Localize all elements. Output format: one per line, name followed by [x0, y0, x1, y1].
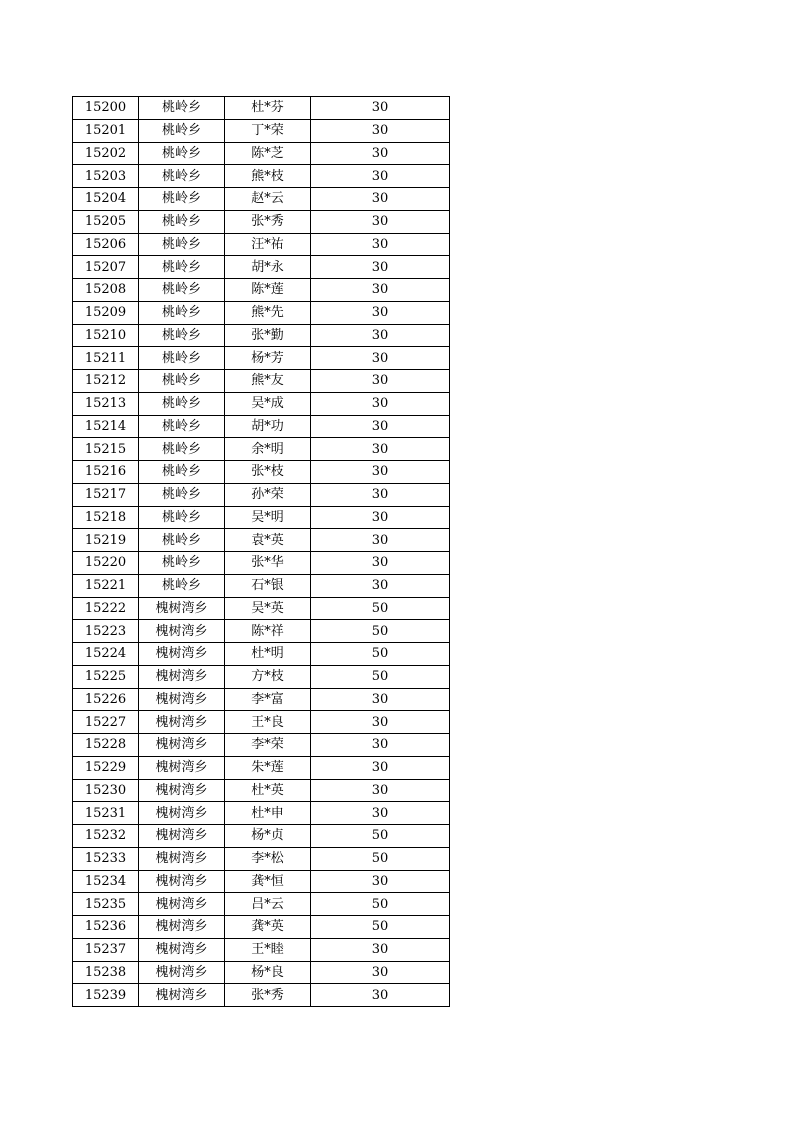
- table-row: [73, 916, 450, 939]
- table-row: [73, 415, 450, 438]
- row-id-cell: 15211: [73, 347, 139, 370]
- amount-cell: 50: [311, 643, 450, 666]
- township-cell: 槐树湾乡: [139, 756, 225, 779]
- amount-cell: 50: [311, 916, 450, 939]
- row-id-cell: 15205: [73, 210, 139, 233]
- township-cell: 槐树湾乡: [139, 597, 225, 620]
- row-id-cell: 15210: [73, 324, 139, 347]
- township-cell: 槐树湾乡: [139, 870, 225, 893]
- table-body: [73, 97, 450, 1007]
- name-cell: 吴*明: [225, 506, 311, 529]
- name-cell: 朱*莲: [225, 756, 311, 779]
- row-id-cell: 15230: [73, 779, 139, 802]
- row-id-cell: 15226: [73, 688, 139, 711]
- row-id-cell: 15217: [73, 483, 139, 506]
- amount-cell: 30: [311, 438, 450, 461]
- township-cell: 桃岭乡: [139, 483, 225, 506]
- table-row: [73, 483, 450, 506]
- name-cell: 赵*云: [225, 188, 311, 211]
- amount-cell: 30: [311, 734, 450, 757]
- row-id-cell: 15237: [73, 938, 139, 961]
- name-cell: 孙*荣: [225, 483, 311, 506]
- amount-cell: 30: [311, 938, 450, 961]
- table-row: [73, 347, 450, 370]
- row-id-cell: 15233: [73, 847, 139, 870]
- amount-cell: 30: [311, 461, 450, 484]
- amount-cell: 30: [311, 324, 450, 347]
- table-row: [73, 620, 450, 643]
- table-row: [73, 574, 450, 597]
- row-id-cell: 15204: [73, 188, 139, 211]
- township-cell: 槐树湾乡: [139, 802, 225, 825]
- name-cell: 熊*先: [225, 301, 311, 324]
- row-id-cell: 15200: [73, 97, 139, 120]
- amount-cell: 50: [311, 893, 450, 916]
- table-row: [73, 688, 450, 711]
- table-row: [73, 97, 450, 120]
- name-cell: 胡*永: [225, 256, 311, 279]
- table-row: [73, 256, 450, 279]
- table-row: [73, 984, 450, 1007]
- table-row: [73, 324, 450, 347]
- township-cell: 槐树湾乡: [139, 825, 225, 848]
- name-cell: 吴*英: [225, 597, 311, 620]
- name-cell: 李*富: [225, 688, 311, 711]
- row-id-cell: 15215: [73, 438, 139, 461]
- township-cell: 桃岭乡: [139, 279, 225, 302]
- row-id-cell: 15219: [73, 529, 139, 552]
- township-cell: 槐树湾乡: [139, 847, 225, 870]
- amount-cell: 30: [311, 347, 450, 370]
- township-cell: 桃岭乡: [139, 438, 225, 461]
- township-cell: 桃岭乡: [139, 461, 225, 484]
- township-cell: 桃岭乡: [139, 97, 225, 120]
- amount-cell: 30: [311, 301, 450, 324]
- row-id-cell: 15223: [73, 620, 139, 643]
- township-cell: 桃岭乡: [139, 347, 225, 370]
- amount-cell: 30: [311, 688, 450, 711]
- row-id-cell: 15232: [73, 825, 139, 848]
- name-cell: 熊*枝: [225, 165, 311, 188]
- table-row: [73, 370, 450, 393]
- name-cell: 陈*芝: [225, 142, 311, 165]
- township-cell: 槐树湾乡: [139, 665, 225, 688]
- name-cell: 杜*申: [225, 802, 311, 825]
- name-cell: 陈*莲: [225, 279, 311, 302]
- amount-cell: 30: [311, 392, 450, 415]
- amount-cell: 30: [311, 984, 450, 1007]
- township-cell: 槐树湾乡: [139, 984, 225, 1007]
- row-id-cell: 15201: [73, 119, 139, 142]
- name-cell: 龚*英: [225, 916, 311, 939]
- row-id-cell: 15209: [73, 301, 139, 324]
- table-row: [73, 643, 450, 666]
- name-cell: 张*秀: [225, 984, 311, 1007]
- township-cell: 桃岭乡: [139, 392, 225, 415]
- amount-cell: 50: [311, 620, 450, 643]
- amount-cell: 30: [311, 233, 450, 256]
- township-cell: 桃岭乡: [139, 165, 225, 188]
- row-id-cell: 15236: [73, 916, 139, 939]
- township-cell: 桃岭乡: [139, 256, 225, 279]
- table-row: [73, 552, 450, 575]
- township-cell: 槐树湾乡: [139, 711, 225, 734]
- row-id-cell: 15235: [73, 893, 139, 916]
- table-row: [73, 711, 450, 734]
- row-id-cell: 15218: [73, 506, 139, 529]
- table-row: [73, 461, 450, 484]
- amount-cell: 30: [311, 483, 450, 506]
- row-id-cell: 15234: [73, 870, 139, 893]
- table-row: [73, 756, 450, 779]
- row-id-cell: 15238: [73, 961, 139, 984]
- township-cell: 桃岭乡: [139, 574, 225, 597]
- table-row: [73, 392, 450, 415]
- amount-cell: 50: [311, 665, 450, 688]
- row-id-cell: 15216: [73, 461, 139, 484]
- amount-cell: 50: [311, 597, 450, 620]
- name-cell: 杜*明: [225, 643, 311, 666]
- name-cell: 杨*贞: [225, 825, 311, 848]
- name-cell: 吴*成: [225, 392, 311, 415]
- table-row: [73, 961, 450, 984]
- name-cell: 杨*芳: [225, 347, 311, 370]
- name-cell: 陈*祥: [225, 620, 311, 643]
- name-cell: 袁*英: [225, 529, 311, 552]
- data-table: [72, 96, 450, 1007]
- township-cell: 槐树湾乡: [139, 643, 225, 666]
- amount-cell: 30: [311, 415, 450, 438]
- row-id-cell: 15229: [73, 756, 139, 779]
- township-cell: 槐树湾乡: [139, 938, 225, 961]
- township-cell: 桃岭乡: [139, 301, 225, 324]
- name-cell: 张*华: [225, 552, 311, 575]
- row-id-cell: 15225: [73, 665, 139, 688]
- amount-cell: 30: [311, 529, 450, 552]
- table-row: [73, 119, 450, 142]
- table-row: [73, 825, 450, 848]
- township-cell: 槐树湾乡: [139, 893, 225, 916]
- row-id-cell: 15207: [73, 256, 139, 279]
- amount-cell: 30: [311, 756, 450, 779]
- table-row: [73, 870, 450, 893]
- row-id-cell: 15222: [73, 597, 139, 620]
- amount-cell: 30: [311, 188, 450, 211]
- name-cell: 杨*良: [225, 961, 311, 984]
- township-cell: 桃岭乡: [139, 142, 225, 165]
- amount-cell: 30: [311, 256, 450, 279]
- table-row: [73, 233, 450, 256]
- township-cell: 槐树湾乡: [139, 688, 225, 711]
- township-cell: 桃岭乡: [139, 529, 225, 552]
- amount-cell: 30: [311, 506, 450, 529]
- table-row: [73, 847, 450, 870]
- name-cell: 李*松: [225, 847, 311, 870]
- row-id-cell: 15239: [73, 984, 139, 1007]
- amount-cell: 30: [311, 574, 450, 597]
- township-cell: 桃岭乡: [139, 233, 225, 256]
- table-row: [73, 802, 450, 825]
- name-cell: 张*勤: [225, 324, 311, 347]
- table-row: [73, 279, 450, 302]
- township-cell: 桃岭乡: [139, 370, 225, 393]
- table-row: [73, 165, 450, 188]
- township-cell: 桃岭乡: [139, 415, 225, 438]
- amount-cell: 30: [311, 165, 450, 188]
- row-id-cell: 15203: [73, 165, 139, 188]
- name-cell: 胡*功: [225, 415, 311, 438]
- name-cell: 吕*云: [225, 893, 311, 916]
- row-id-cell: 15214: [73, 415, 139, 438]
- amount-cell: 30: [311, 779, 450, 802]
- table-row: [73, 665, 450, 688]
- table-row: [73, 597, 450, 620]
- name-cell: 张*秀: [225, 210, 311, 233]
- amount-cell: 30: [311, 210, 450, 233]
- row-id-cell: 15208: [73, 279, 139, 302]
- amount-cell: 30: [311, 552, 450, 575]
- name-cell: 杜*英: [225, 779, 311, 802]
- township-cell: 桃岭乡: [139, 188, 225, 211]
- name-cell: 汪*祐: [225, 233, 311, 256]
- name-cell: 方*枝: [225, 665, 311, 688]
- amount-cell: 50: [311, 847, 450, 870]
- amount-cell: 30: [311, 119, 450, 142]
- amount-cell: 30: [311, 142, 450, 165]
- township-cell: 槐树湾乡: [139, 961, 225, 984]
- township-cell: 桃岭乡: [139, 324, 225, 347]
- row-id-cell: 15224: [73, 643, 139, 666]
- amount-cell: 30: [311, 870, 450, 893]
- name-cell: 张*枝: [225, 461, 311, 484]
- row-id-cell: 15212: [73, 370, 139, 393]
- township-cell: 槐树湾乡: [139, 734, 225, 757]
- table-row: [73, 142, 450, 165]
- row-id-cell: 15202: [73, 142, 139, 165]
- table-row: [73, 529, 450, 552]
- township-cell: 桃岭乡: [139, 506, 225, 529]
- row-id-cell: 15227: [73, 711, 139, 734]
- amount-cell: 30: [311, 711, 450, 734]
- township-cell: 槐树湾乡: [139, 779, 225, 802]
- township-cell: 桃岭乡: [139, 552, 225, 575]
- table-row: [73, 938, 450, 961]
- name-cell: 杜*芬: [225, 97, 311, 120]
- township-cell: 槐树湾乡: [139, 916, 225, 939]
- table-row: [73, 779, 450, 802]
- township-cell: 桃岭乡: [139, 210, 225, 233]
- table-row: [73, 301, 450, 324]
- amount-cell: 30: [311, 802, 450, 825]
- amount-cell: 30: [311, 370, 450, 393]
- table-row: [73, 210, 450, 233]
- amount-cell: 30: [311, 961, 450, 984]
- township-cell: 桃岭乡: [139, 119, 225, 142]
- name-cell: 王*睦: [225, 938, 311, 961]
- document-page: [72, 96, 450, 1007]
- name-cell: 龚*恒: [225, 870, 311, 893]
- row-id-cell: 15220: [73, 552, 139, 575]
- row-id-cell: 15228: [73, 734, 139, 757]
- row-id-cell: 15231: [73, 802, 139, 825]
- name-cell: 王*良: [225, 711, 311, 734]
- name-cell: 李*荣: [225, 734, 311, 757]
- table-row: [73, 734, 450, 757]
- amount-cell: 30: [311, 97, 450, 120]
- amount-cell: 50: [311, 825, 450, 848]
- table-row: [73, 438, 450, 461]
- township-cell: 槐树湾乡: [139, 620, 225, 643]
- name-cell: 丁*荣: [225, 119, 311, 142]
- amount-cell: 30: [311, 279, 450, 302]
- table-row: [73, 893, 450, 916]
- name-cell: 石*银: [225, 574, 311, 597]
- table-row: [73, 188, 450, 211]
- row-id-cell: 15206: [73, 233, 139, 256]
- table-row: [73, 506, 450, 529]
- row-id-cell: 15221: [73, 574, 139, 597]
- name-cell: 熊*友: [225, 370, 311, 393]
- row-id-cell: 15213: [73, 392, 139, 415]
- name-cell: 余*明: [225, 438, 311, 461]
